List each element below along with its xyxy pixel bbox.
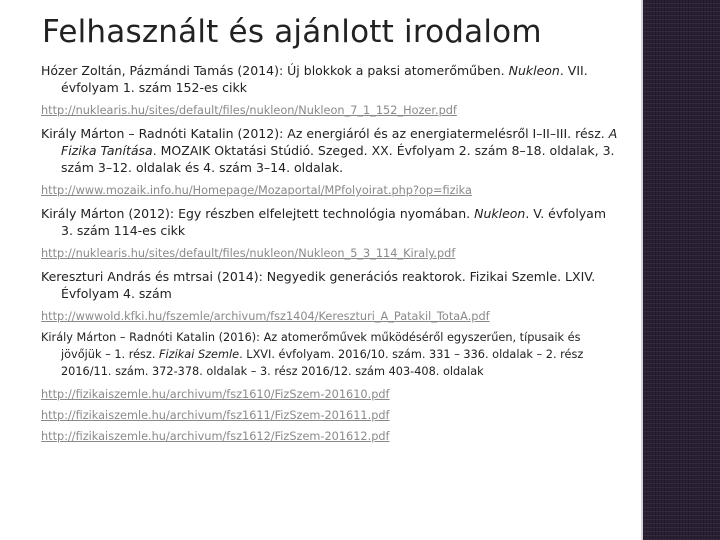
reference-text: Király Márton – Radnóti Katalin (2012): Az energiáról és az energiatermelésről I–II–III. rész. (41, 126, 609, 141)
reference-link[interactable]: http://wwwold.kfki.hu/fszemle/archivum/fsz1404/Kereszturi_A_Patakil_TotaA.pdf (41, 310, 490, 323)
journal-title: A Fizika Tanítása (61, 126, 618, 158)
reference-entry (41, 329, 621, 380)
journal-title: Fizikai Szemle (159, 348, 240, 361)
reference-link[interactable]: http://fizikaiszemle.hu/archivum/fsz1610/FizSzem-201610.pdf (41, 388, 390, 401)
reference-text: Hózer Zoltán, Pázmándi Tamás (2014): Új blokkok a paksi atomerőműben. (41, 63, 509, 78)
reference-text: Király Márton – Radnóti Katalin (2016): Az atomerőművek működéséről egyszerűen, típusaik és jövőjük – 1. rész. (41, 331, 581, 361)
reference-list (41, 62, 621, 445)
reference-entry (41, 205, 621, 239)
reference-link[interactable]: http://www.mozaik.info.hu/Homepage/Mozaportal/MPfolyoirat.php?op=fizika (41, 184, 472, 197)
reference-entry (41, 125, 621, 176)
reference-link[interactable]: http://fizikaiszemle.hu/archivum/fsz1611/FizSzem-201611.pdf (41, 409, 390, 422)
reference-text: . MOZAIK Oktatási Stúdió. Szeged. XX. Évfolyam 2. szám 8–18. oldalak, 3. szám 3–12. oldalak és 4. szám 3–14. oldalak. (61, 143, 615, 175)
reference-link[interactable]: http://nuklearis.hu/sites/default/files/nukleon/Nukleon_7_1_152_Hozer.pdf (41, 104, 457, 117)
reference-entry (41, 268, 621, 302)
page-title: Felhasznált és ajánlott irodalom (42, 14, 542, 50)
reference-entry (41, 62, 621, 96)
reference-text: . VII. évfolyam 1. szám 152-es cikk (61, 63, 588, 95)
reference-text: . LXVI. évfolyam. 2016/10. szám. 331 – 336. oldalak – 2. rész 2016/11. szám. 372-378. oldalak – 3. rész 2016/12. szám 403-408. oldalak (61, 348, 584, 378)
reference-link[interactable]: http://nuklearis.hu/sites/default/files/nukleon/Nukleon_5_3_114_Kiraly.pdf (41, 247, 456, 260)
reference-text: . V. évfolyam 3. szám 114-es cikk (61, 206, 607, 238)
journal-title: Nukleon (474, 206, 526, 221)
journal-title: Nukleon (508, 63, 560, 78)
reference-link[interactable]: http://fizikaiszemle.hu/archivum/fsz1612/FizSzem-201612.pdf (41, 430, 390, 443)
decorative-sidebar (643, 0, 720, 540)
reference-text: Kereszturi András és mtrsai (2014): Negyedik generációs reaktorok. Fizikai Szemle. LXIV. Évfolyam 4. szám (41, 269, 596, 301)
reference-text: Király Márton (2012): Egy részben elfelejtett technológia nyomában. (41, 206, 475, 221)
